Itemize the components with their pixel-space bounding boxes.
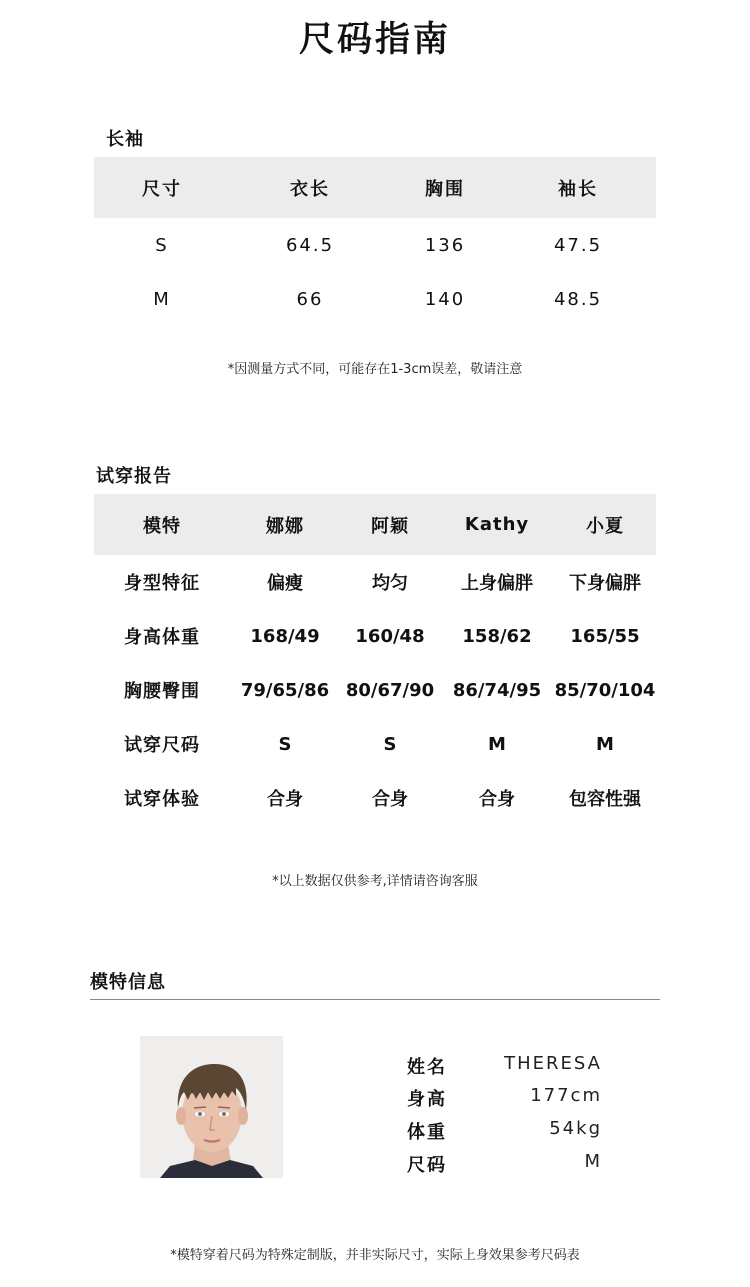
table-cell: 79/65/86 — [240, 679, 330, 701]
model-weight-label: 体重 — [407, 1122, 447, 1143]
row-label: 试穿尺码 — [124, 735, 200, 756]
row-label: 胸腰臀围 — [124, 681, 200, 702]
table-cell: 80/67/90 — [345, 679, 435, 701]
fitting-table-header — [94, 494, 656, 555]
model-height-value: 177cm — [530, 1085, 602, 1106]
row-label: 身型特征 — [124, 573, 200, 594]
model-height-label: 身高 — [407, 1089, 447, 1110]
table-cell: 包容性强 — [569, 789, 641, 810]
fitting-note: *以上数据仅供参考,详情请咨询客服 — [272, 874, 478, 889]
header-model-4: 小夏 — [586, 515, 624, 537]
header-model: 模特 — [143, 515, 181, 537]
table-cell: M — [488, 733, 506, 755]
table-cell: S — [155, 234, 169, 256]
header-size: 尺寸 — [142, 178, 182, 200]
model-note: *模特穿着尺码为特殊定制版，并非实际尺寸，实际上身效果参考尺码表 — [170, 1248, 580, 1263]
sleeve-section-title: 长袖 — [106, 129, 144, 150]
header-length: 衣长 — [290, 178, 330, 200]
table-cell: 85/70/104 — [554, 679, 656, 701]
table-cell: 47.5 — [553, 234, 603, 256]
header-model-1: 娜娜 — [266, 515, 304, 537]
table-cell: 86/74/95 — [452, 679, 542, 701]
table-cell: M — [596, 733, 614, 755]
model-weight-value: 54kg — [549, 1118, 602, 1139]
section-divider — [90, 999, 660, 1000]
table-cell: 165/55 — [570, 625, 640, 647]
table-cell: 66 — [296, 288, 324, 310]
table-cell: 均匀 — [372, 573, 408, 594]
header-model-3: Kathy — [464, 514, 530, 535]
measurement-note: *因测量方式不同，可能存在1-3cm误差，敬请注意 — [227, 362, 523, 377]
table-cell: S — [278, 733, 292, 755]
table-cell: 158/62 — [462, 625, 532, 647]
row-label: 试穿体验 — [124, 789, 200, 810]
model-photo — [140, 1036, 283, 1178]
table-cell: 160/48 — [355, 625, 425, 647]
table-row — [94, 218, 656, 272]
table-cell: 168/49 — [250, 625, 320, 647]
model-name-label: 姓名 — [407, 1057, 447, 1078]
table-cell: 下身偏胖 — [569, 573, 641, 594]
header-chest: 胸围 — [425, 178, 465, 200]
table-cell: 136 — [424, 234, 466, 256]
table-cell: 48.5 — [553, 288, 603, 310]
table-row — [94, 663, 656, 717]
table-cell: S — [383, 733, 397, 755]
table-cell: 合身 — [479, 789, 515, 810]
page-title: 尺码指南 — [298, 20, 451, 60]
table-cell: 140 — [424, 288, 466, 310]
table-cell: 偏瘦 — [267, 573, 303, 594]
table-cell: 合身 — [372, 789, 408, 810]
table-cell: M — [153, 288, 171, 310]
model-section-title: 模特信息 — [90, 972, 166, 993]
table-row — [94, 272, 656, 326]
model-portrait-image — [140, 1036, 283, 1178]
model-size-label: 尺码 — [407, 1155, 447, 1176]
table-row — [94, 609, 656, 663]
row-label: 身高体重 — [124, 627, 200, 648]
size-table-header — [94, 157, 656, 218]
header-model-2: 阿颖 — [371, 515, 409, 537]
model-name-value: THERESA — [504, 1053, 602, 1074]
table-row — [94, 555, 656, 609]
fitting-section-title: 试穿报告 — [96, 466, 172, 487]
size-table — [94, 157, 656, 326]
fitting-table — [94, 494, 656, 825]
header-sleeve: 袖长 — [558, 178, 598, 200]
table-cell: 合身 — [267, 789, 303, 810]
table-cell: 64.5 — [285, 234, 335, 256]
model-size-value: M — [584, 1151, 602, 1172]
table-row — [94, 771, 656, 825]
table-row — [94, 717, 656, 771]
table-cell: 上身偏胖 — [461, 573, 533, 594]
